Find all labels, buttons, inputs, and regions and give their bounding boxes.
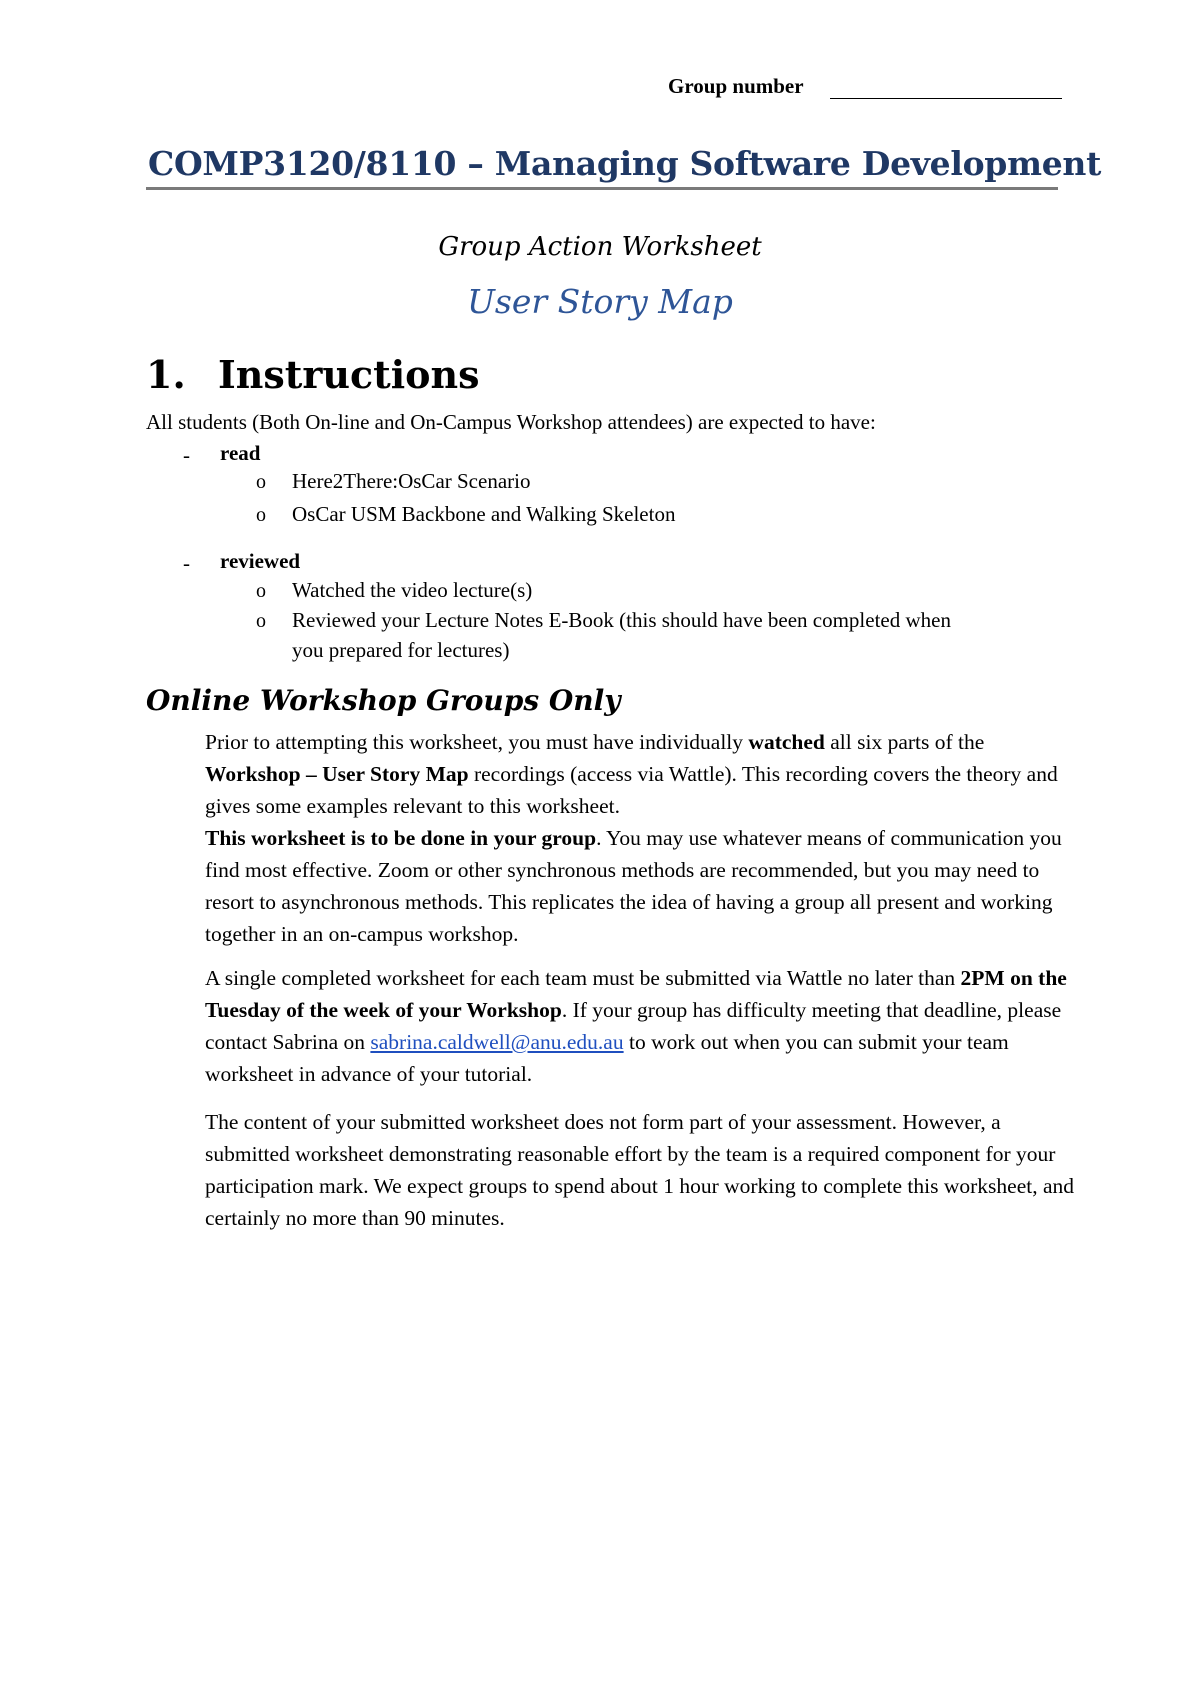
- document-subtitle: Group Action Worksheet: [438, 232, 762, 262]
- circle-bullet: o: [256, 580, 266, 602]
- online-paragraph-4: The content of your submitted worksheet does not form part of your assessment. However, a submitted worksheet demonstrating reasonable effort by the team is a required component for your participation mark. We expect groups to spend about 1 hour working to complete this worksheet, and certainly no more than 90 minutes.: [205, 1110, 1075, 1230]
- bold-text: watched: [748, 730, 825, 754]
- section-heading-instructions: [146, 352, 480, 397]
- bold-text: This worksheet is to be done in your group: [205, 826, 597, 850]
- section-heading-online: Online Workshop Groups Only: [146, 684, 621, 717]
- group-number-blank: [830, 98, 1062, 99]
- list-label-reviewed: reviewed: [220, 549, 301, 573]
- circle-bullet: o: [256, 471, 266, 493]
- list-item-continuation: you prepared for lectures): [292, 638, 510, 662]
- document-title: COMP3120/8110 – Managing Software Development: [148, 144, 1102, 183]
- online-paragraph-3: [205, 962, 1075, 1090]
- text: . If your group has difficulty meeting that deadline, please contact Sabrina on: [205, 998, 1062, 1054]
- circle-bullet: o: [256, 504, 266, 526]
- title-underline: [146, 187, 1058, 190]
- online-paragraph-2: [205, 822, 1075, 950]
- list-item: OsCar USM Backbone and Walking Skeleton: [292, 502, 676, 526]
- dash-bullet: -: [183, 551, 190, 575]
- list-item: Reviewed your Lecture Notes E-Book (this should have been completed when: [292, 608, 951, 632]
- dash-bullet: -: [183, 443, 190, 467]
- text: recordings (access via Wattle). This recording covers the theory and gives some examples relevant to this worksheet.: [205, 762, 1058, 818]
- section-number: 1.: [146, 352, 186, 397]
- group-number-label: Group number: [668, 74, 804, 98]
- section-title: Instructions: [218, 352, 480, 397]
- text: to work out when you can submit your team worksheet in advance of your tutorial.: [205, 1030, 1009, 1086]
- list-item: Here2There:OsCar Scenario: [292, 469, 531, 493]
- text: . You may use whatever means of communication you find most effective. Zoom or other synchronous methods are recommended, but you may need to resort to asynchronous methods. This replicates the idea of having a group all present and working together in an on-campus workshop.: [205, 826, 1062, 946]
- document-topic: User Story Map: [467, 282, 733, 321]
- list-item: Watched the video lecture(s): [292, 578, 533, 602]
- instructions-intro: All students (Both On-line and On-Campus Workshop attendees) are expected to have:: [146, 410, 876, 434]
- list-label-read: read: [220, 441, 261, 465]
- text: Prior to attempting this worksheet, you must have individually: [205, 730, 749, 754]
- online-paragraph-1: [205, 726, 1075, 822]
- bold-text: 2PM on the Tuesday of the week of your Workshop: [205, 966, 1067, 1022]
- email-link[interactable]: sabrina.caldwell@anu.edu.au: [370, 1030, 624, 1054]
- circle-bullet: o: [256, 610, 266, 632]
- text: all six parts of the: [824, 730, 985, 754]
- bold-text: Workshop – User Story Map: [205, 762, 469, 786]
- text: A single completed worksheet for each team must be submitted via Wattle no later than: [205, 966, 961, 990]
